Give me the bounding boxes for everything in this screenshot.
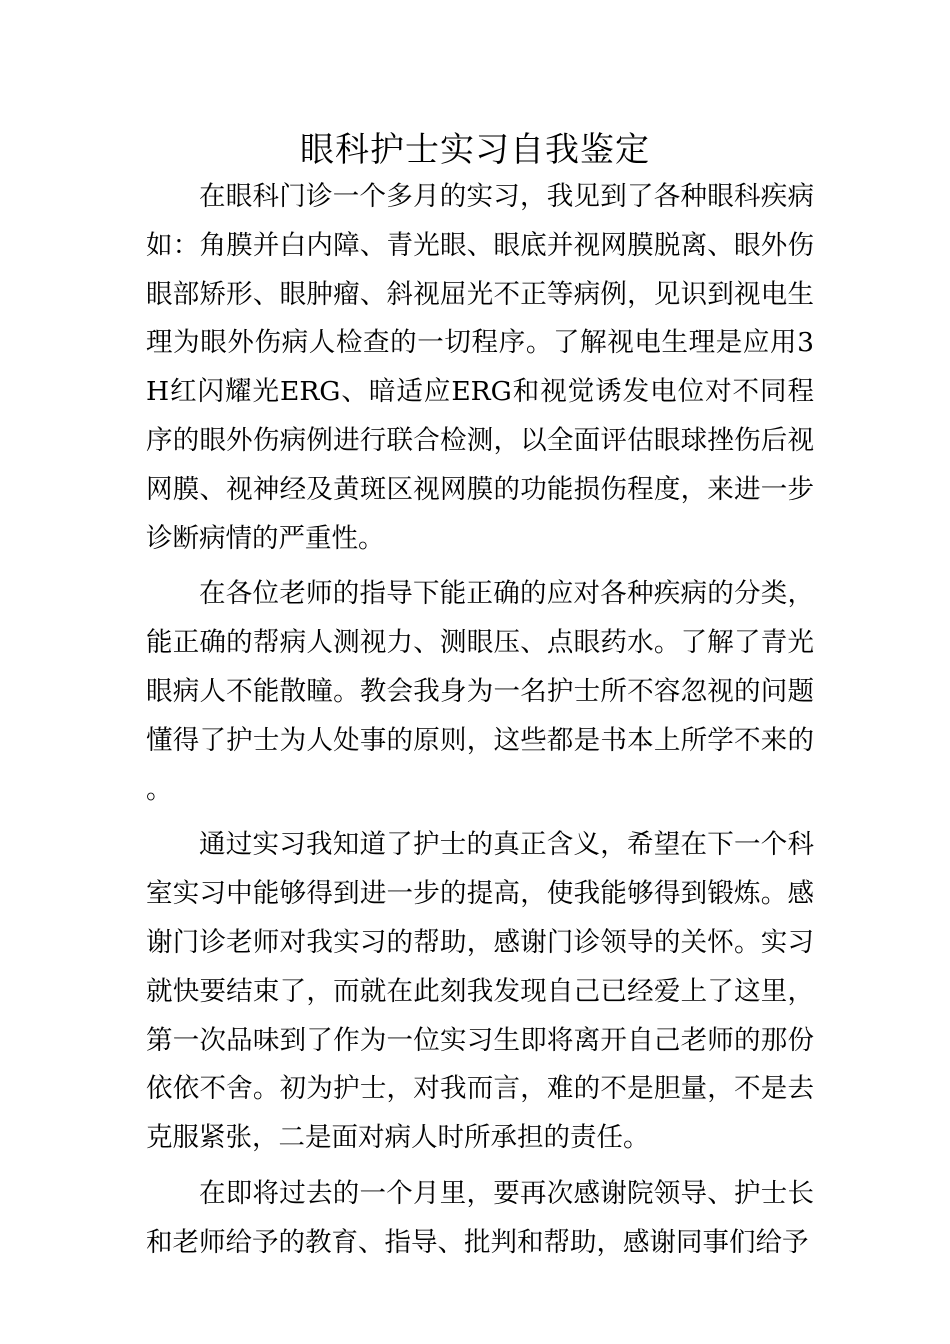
paragraph-2: 在各位老师的指导下能正确的应对各种疾病的分类，能正确的帮病人测视力、测眼压、点眼药水。了解了青光眼病人不能散瞳。教会我身为一名护士所不容忽视的问题懂得了护士为人处事的原则，这些都是书本上所学不来的。 [146,578,814,805]
document-title: 眼科护士实习自我鉴定 [300,130,650,170]
document-body [146,173,814,1275]
paragraph-4: 在即将过去的一个月里，要再次感谢院领导、护士长和老师给予的教育、指导、批判和帮助，感谢同事们给予 [146,1177,814,1258]
paragraph-3: 通过实习我知道了护士的真正含义，希望在下一个科室实习中能够得到进一步的提高，使我能够得到锻炼。感谢门诊老师对我实习的帮助，感谢门诊领导的关怀。实习就快要结束了，而就在此刻我发现自己已经爱上了这里，第一次品味到了作为一位实习生即将离开自己老师的那份依依不舍。初为护士，对我而言，难的不是胆量，不是去克服紧张，二是面对病人时所承担的责任。 [146,829,814,1154]
paragraph-1: 在眼科门诊一个多月的实习，我见到了各种眼科疾病如：角膜并白内障、青光眼、眼底并视网膜脱离、眼外伤眼部矫形、眼肿瘤、斜视屈光不正等病例，见识到视电生理为眼外伤病人检查的一切程序。了解视电生理是应用3H红闪耀光ERG、暗适应ERG和视觉诱发电位对不同程序的眼外伤病例进行联合检测，以全面评估眼球挫伤后视网膜、视神经及黄斑区视网膜的功能损伤程度，来进一步诊断病情的严重性。 [146,181,814,554]
